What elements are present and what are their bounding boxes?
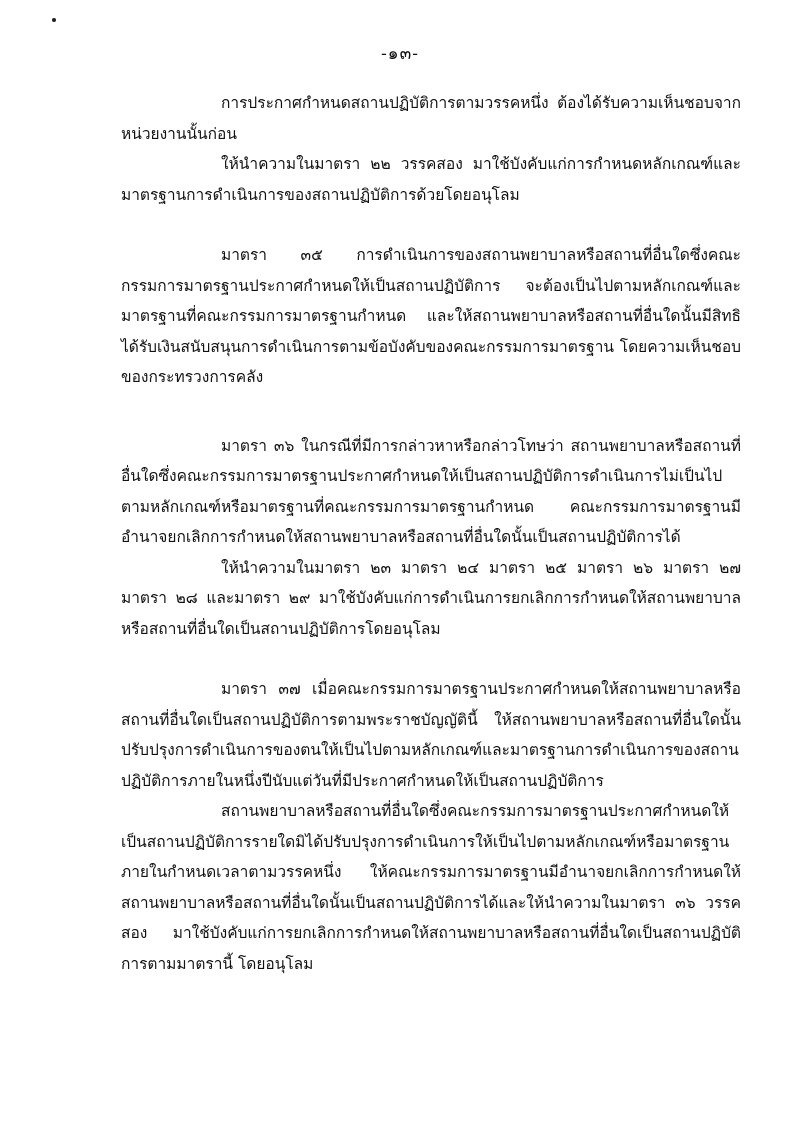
scan-speck	[52, 18, 56, 22]
section-36-paragraph-2: ให้นำความในมาตรา ๒๓ มาตรา ๒๔ มาตรา ๒๕ มาตรา ๒๖ มาตรา ๒๗ มาตรา ๒๘ และมาตรา ๒๙ มาใช้บังคับแก่การดำเนินการยกเลิกการกำหนดให้สถานพยาบาลหรือสถานที่อื่นใดเป็นสถานปฏิบัติการโดยอนุโลม	[121, 558, 741, 638]
paragraph-2: ให้นำความในมาตรา ๒๒ วรรคสอง มาใช้บังคับแก่การกำหนดหลักเกณฑ์และมาตรฐานการดำเนินการของสถานปฏิบัติการด้วยโดยอนุโลม	[121, 155, 741, 204]
section-37: มาตรา ๓๗ เมื่อคณะกรรมการมาตรฐานประกาศกำหนดให้สถานพยาบาลหรือสถานที่อื่นใดเป็นสถานปฏิบัติการตามพระราชบัญญัตินี้ ให้สถานพยาบาลหรือสถานที่อื่นใดนั้นปรับปรุงการดำเนินการของตนให้เป็นไปตามหลักเกณฑ์และมาตรฐานการดำเนินการของสถานปฏิบัติการภายในหนึ่งปีนับแต่วันที่มีประกาศกำหนดให้เป็นสถานปฏิบัติการ	[121, 680, 741, 790]
section-36: มาตรา ๓๖ ในกรณีที่มีการกล่าวหาหรือกล่าวโทษว่า สถานพยาบาลหรือสถานที่อื่นใดซึ่งคณะกรรมการมาตรฐานประกาศกำหนดให้เป็นสถานปฏิบัติการดำเนินการไม่เป็นไปตามหลักเกณฑ์หรือมาตรฐานที่คณะกรรมการมาตรฐานกำหนด คณะกรรมการมาตรฐานมีอำนาจยกเลิกการกำหนดให้สถานพยาบาลหรือสถานที่อื่นใดนั้นเป็นสถานปฏิบัติการได้	[121, 436, 741, 546]
paragraph-1: การประกาศกำหนดสถานปฏิบัติการตามวรรคหนึ่ง ต้องได้รับความเห็นชอบจากหน่วยงานนั้นก่อน	[121, 94, 741, 143]
section-37-paragraph-2: สถานพยาบาลหรือสถานที่อื่นใดซึ่งคณะกรรมการมาตรฐานประกาศกำหนดให้เป็นสถานปฏิบัติการรายใดมิได้ปรับปรุงการดำเนินการให้เป็นไปตามหลักเกณฑ์หรือมาตรฐานภายในกำหนดเวลาตามวรรคหนึ่ง ให้คณะกรรมการมาตรฐานมีอำนาจยกเลิกการกำหนดให้สถานพยาบาลหรือสถานที่อื่นใดนั้นเป็นสถานปฏิบัติการได้และให้นำความในมาตรา ๓๖ วรรคสอง มาใช้บังคับแก่การยกเลิกการกำหนดให้สถานพยาบาลหรือสถานที่อื่นใดเป็นสถานปฏิบัติการตามมาตรานี้ โดยอนุโลม	[121, 802, 741, 973]
section-35: มาตรา ๓๕ การดำเนินการของสถานพยาบาลหรือสถานที่อื่นใดซึ่งคณะกรรมการมาตรฐานประกาศกำหนดให้เป็นสถานปฏิบัติการ จะต้องเป็นไปตามหลักเกณฑ์และมาตรฐานที่คณะกรรมการมาตรฐานกำหนด และให้สถานพยาบาลหรือสถานที่อื่นใดนั้นมีสิทธิได้รับเงินสนับสนุนการดำเนินการตามข้อบังคับของคณะกรรมการมาตรฐาน โดยความเห็นชอบของกระทรวงการคลัง	[121, 246, 741, 386]
document-body	[121, 88, 741, 979]
page-number: -๑๓-	[381, 44, 419, 64]
